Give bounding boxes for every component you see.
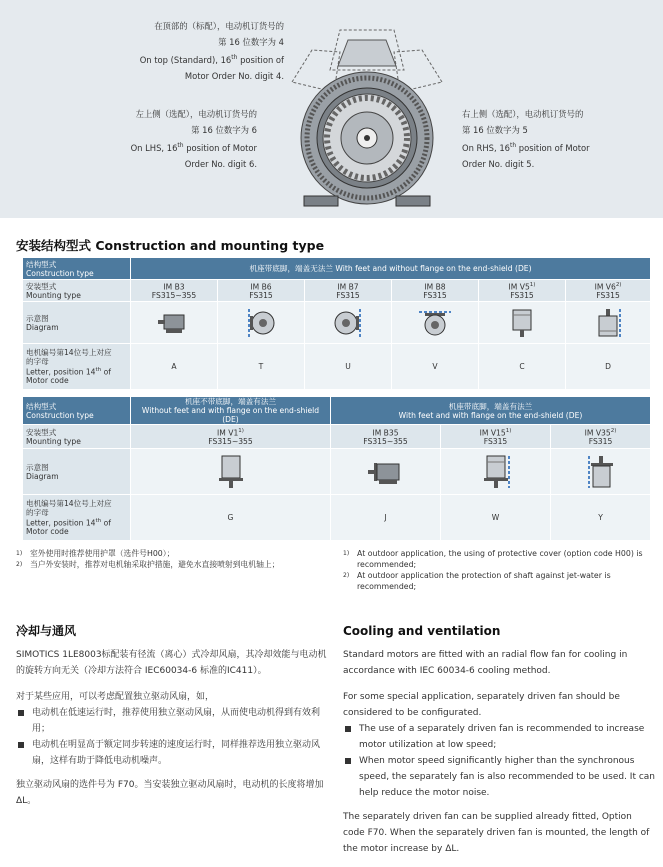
mounting-type-cell: IM V6$^{2)}$ FS315 <box>566 280 651 302</box>
cooling-title-en: Cooling and ventilation <box>343 624 501 638</box>
motor-diagram-wall-right <box>330 308 366 338</box>
motor-diagram-ceiling <box>417 308 453 338</box>
row-label-letter: 电机编号第14位号上对应 的字母 Letter, position 14th of Motor code <box>23 495 131 541</box>
mounting-type-cell: IM B8 FS315 <box>392 280 479 302</box>
footnotes-en <box>343 548 655 592</box>
construction-value: 机座带底脚，端盖无法兰 With feet and without flange on the end-shield (DE) <box>131 258 651 280</box>
footnotes-zh <box>16 548 334 570</box>
paragraph: The separately driven fan can be supplied already fitted, Option code F70. When the separately driven fan is mounted, the length of the motor increase by ΔL. <box>343 812 650 854</box>
row-label-mounting: 安装型式 Mounting type <box>23 280 131 302</box>
motor-diagram-vertical-flange-down <box>216 454 246 490</box>
motor-diagram-wall-left <box>243 308 279 338</box>
letter-cell: A <box>131 344 218 390</box>
list-item: 电动机在低速运行时，推荐使用独立驱动风扇，从而使电动机得到有效利用； <box>16 705 332 737</box>
hero-illustration-panel <box>0 0 663 218</box>
footnote: 1) 室外使用时推荐使用护罩（选件号H00）； <box>16 549 175 558</box>
construction-group-1: 机座不带底脚，端盖有法兰 Without feet and with flange on the end-shield (DE) <box>131 397 331 425</box>
paragraph: SIMOTICS 1LE8003标配装有径流（离心）式冷却风扇，其冷却效能与电动机的旋转方向无关（冷却方法符合 IEC60034-6 标准的IC411）。 <box>16 650 327 676</box>
callout-left: 左上侧（选配），电动机订货号的 第 16 位数字为 6 On LHS, 16th position of Motor Order No. digit 6. <box>130 109 257 169</box>
paragraph: 独立驱动风扇的选件号为 F70。当安装独立驱动风扇时，电动机的长度将增加 ΔL。 <box>16 780 324 806</box>
letter-cell: V <box>392 344 479 390</box>
letter-cell: G <box>131 495 331 541</box>
footnote: 2) 当户外安装时，推荐对电机轴采取护措施，避免水直接喷射到电机轴上； <box>16 560 280 569</box>
motor-diagram-horizontal-flange-feet <box>366 457 406 487</box>
motor-diagram-vertical-shaft-up <box>593 307 623 339</box>
bullet-list <box>16 705 332 769</box>
mounting-type-cell: IM V1$^{1)}$ FS315~355 <box>131 425 331 449</box>
row-label-diagram: 示意图 Diagram <box>23 302 131 344</box>
mounting-type-cell: IM B6 FS315 <box>218 280 305 302</box>
mounting-table-2 <box>22 396 651 541</box>
cooling-title-zh: 冷却与通风 <box>16 624 77 638</box>
mounting-type-cell: IM B35 FS315~355 <box>331 425 441 449</box>
letter-cell: W <box>441 495 551 541</box>
mounting-table-1 <box>22 257 651 390</box>
row-label-letter: 电机编号第14位号上对应 的字母 Letter, position 14th of Motor code <box>23 344 131 390</box>
letter-cell: U <box>305 344 392 390</box>
paragraph: 对于某些应用，可以考虑配置独立驱动风扇，如， <box>16 692 215 702</box>
list-item: The use of a separately driven fan is recommended to increase motor utilization at low speed; <box>343 721 655 753</box>
cooling-section-zh <box>16 624 332 819</box>
motor-front-view-illustration <box>282 0 452 210</box>
footnote: 1) At outdoor application, the using of protective cover (option code H00) is recommended; <box>343 549 643 569</box>
motor-diagram-horizontal-feet <box>156 309 192 337</box>
row-label-diagram: 示意图 Diagram <box>23 449 131 495</box>
letter-cell: C <box>479 344 566 390</box>
section-title: 安装结构型式 Construction and mounting type <box>16 238 325 253</box>
mounting-type-cell: IM B3 FS315~355 <box>131 280 218 302</box>
bullet-list <box>343 721 655 801</box>
mounting-type-cell: IM V35$^{2)}$ FS315 <box>551 425 651 449</box>
letter-cell: J <box>331 495 441 541</box>
letter-cell: T <box>218 344 305 390</box>
paragraph: Standard motors are fitted with an radial flow fan for cooling in accordance with IEC 60034-6 cooling method. <box>343 650 628 676</box>
callout-top: 在顶部的（标配），电动机订货号的 第 16 位数字为 4 On top (Standard), 16th position of Motor Order No. digit 4. <box>139 21 284 81</box>
list-item: 电动机在明显高于额定同步转速的速度运行时，同样推荐选用独立驱动风扇，这样有助于降低电动机噪声。 <box>16 737 332 769</box>
footnote: 2) At outdoor application the protection of shaft against jet-water is recommended; <box>343 571 611 591</box>
mounting-type-cell: IM B7 FS315 <box>305 280 392 302</box>
paragraph: For some special application, separately driven fan should be considered to be configurated. <box>343 692 620 718</box>
callout-right: 右上侧（选配），电动机订货号的 第 16 位数字为 5 On RHS, 16th position of Motor Order No. digit 5. <box>462 109 590 169</box>
letter-cell: D <box>566 344 651 390</box>
cooling-section-en <box>343 624 655 867</box>
motor-diagram-vertical-flange-feet-down <box>481 454 511 490</box>
mounting-type-cell: IM V5$^{1)}$ FS315 <box>479 280 566 302</box>
row-label-mounting: 安装型式 Mounting type <box>23 425 131 449</box>
construction-group-2: 机座带底脚，端盖有法兰 With feet and with flange on the end-shield (DE) <box>331 397 651 425</box>
motor-diagram-vertical-shaft-down <box>507 307 537 339</box>
mounting-type-cell: IM V15$^{1)}$ FS315 <box>441 425 551 449</box>
letter-cell: Y <box>551 495 651 541</box>
motor-diagram-vertical-flange-feet-up <box>586 454 616 490</box>
list-item: When motor speed significantly higher than the synchronous speed, the separately fan is also recommended to be used. It can help reduce the motor noise. <box>343 753 655 801</box>
row-label-construction: 结构型式 Construction type <box>23 258 131 280</box>
row-label-construction: 结构型式 Construction type <box>23 397 131 425</box>
